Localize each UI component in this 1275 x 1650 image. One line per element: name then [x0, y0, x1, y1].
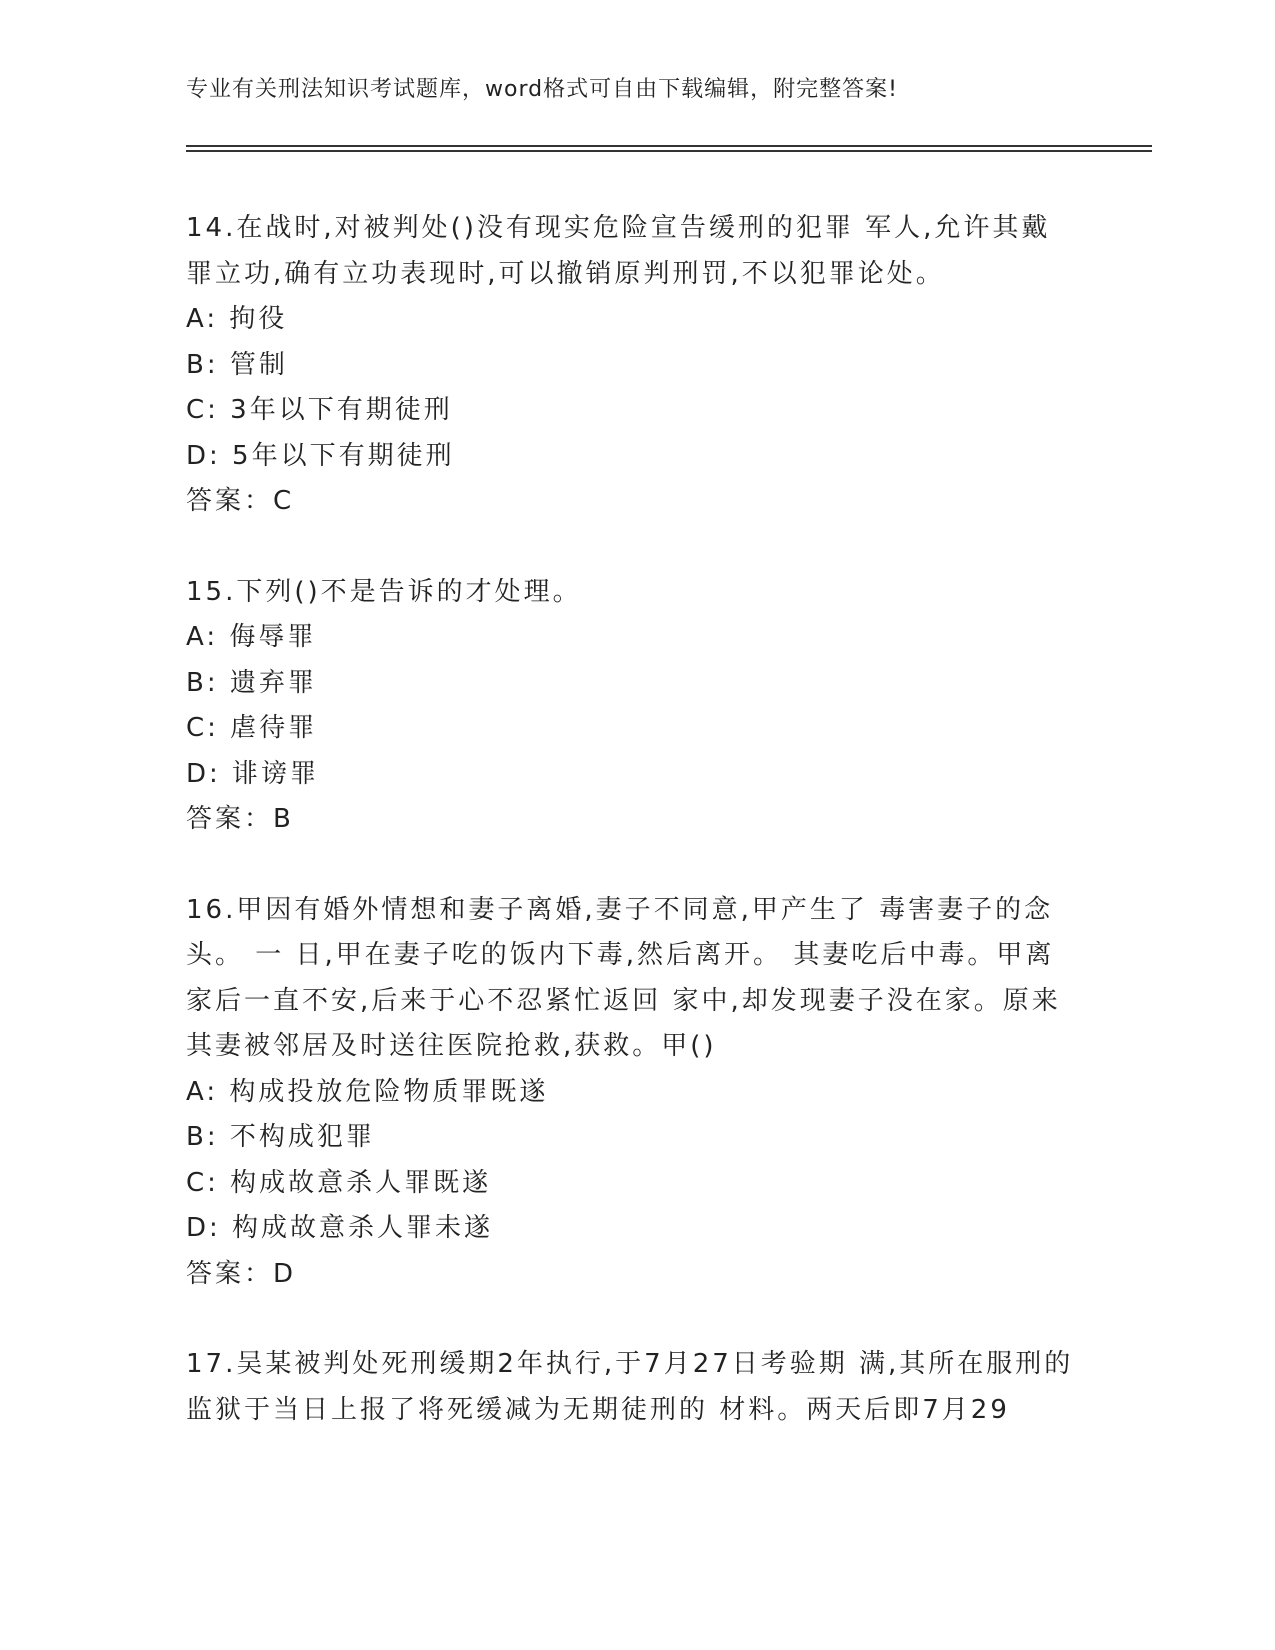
question-15	[186, 570, 1076, 843]
question-text: 17.吴某被判处死刑缓期2年执行,于7月27日考验期 满,其所在服刑的监狱于当日上报了将死缓减为无期徒刑的 材料。两天后即7月29	[186, 1349, 1074, 1425]
question-text: 16.甲因有婚外情想和妻子离婚,妻子不同意,甲产生了 毒害妻子的念头。 一 日,甲在妻子吃的饭内下毒,然后离开。 其妻吃后中毒。甲离家后一直不安,后来于心不忍紧忙返回 家中,却发现妻子没在家。原来其妻被邻居及时送往医院抢救,获救。甲()	[186, 894, 1061, 1061]
option-b: B: 遗弃罪	[186, 667, 317, 698]
question-17	[186, 1342, 1076, 1433]
answer	[186, 797, 1076, 843]
answer-label: 答案：	[186, 1258, 274, 1289]
option-a: A: 侮辱罪	[186, 622, 317, 652]
option-b: B: 不构成犯罪	[186, 1122, 375, 1152]
option-d: D: 5年以下有期徒刑	[186, 440, 455, 471]
option-d: D: 诽谤罪	[186, 758, 320, 789]
question-16	[186, 888, 1076, 1298]
page-header: 专业有关刑法知识考试题库，word格式可自由下载编辑，附完整答案!	[186, 77, 898, 102]
option-c: C: 3年以下有期徒刑	[186, 395, 453, 425]
option-b: B: 管制	[186, 349, 288, 380]
answer	[186, 1252, 1076, 1298]
question-14	[186, 206, 1076, 525]
answer-value: C	[273, 486, 293, 516]
question-text: 15.下列()不是告诉的才处理。	[186, 576, 582, 607]
answer-value: D	[273, 1258, 295, 1289]
answer-label: 答案：	[186, 804, 274, 834]
option-d: D: 构成故意杀人罪未遂	[186, 1213, 494, 1243]
answer	[186, 479, 1076, 525]
question-list	[186, 206, 1076, 1478]
option-c: C: 虐待罪	[186, 713, 318, 743]
answer-value: B	[273, 804, 292, 834]
option-c: C: 构成故意杀人罪既遂	[186, 1167, 492, 1198]
option-a: A: 拘役	[186, 304, 288, 334]
answer-label: 答案：	[186, 486, 274, 516]
header-divider	[186, 145, 1152, 147]
question-text: 14.在战时,对被判处()没有现实危险宣告缓刑的犯罪 军人,允许其戴罪立功,确有立功表现时,可以撤销原判刑罚,不以犯罪论处。	[186, 213, 1051, 289]
header-divider-second	[186, 150, 1152, 152]
option-a: A: 构成投放危险物质罪既遂	[186, 1076, 549, 1107]
